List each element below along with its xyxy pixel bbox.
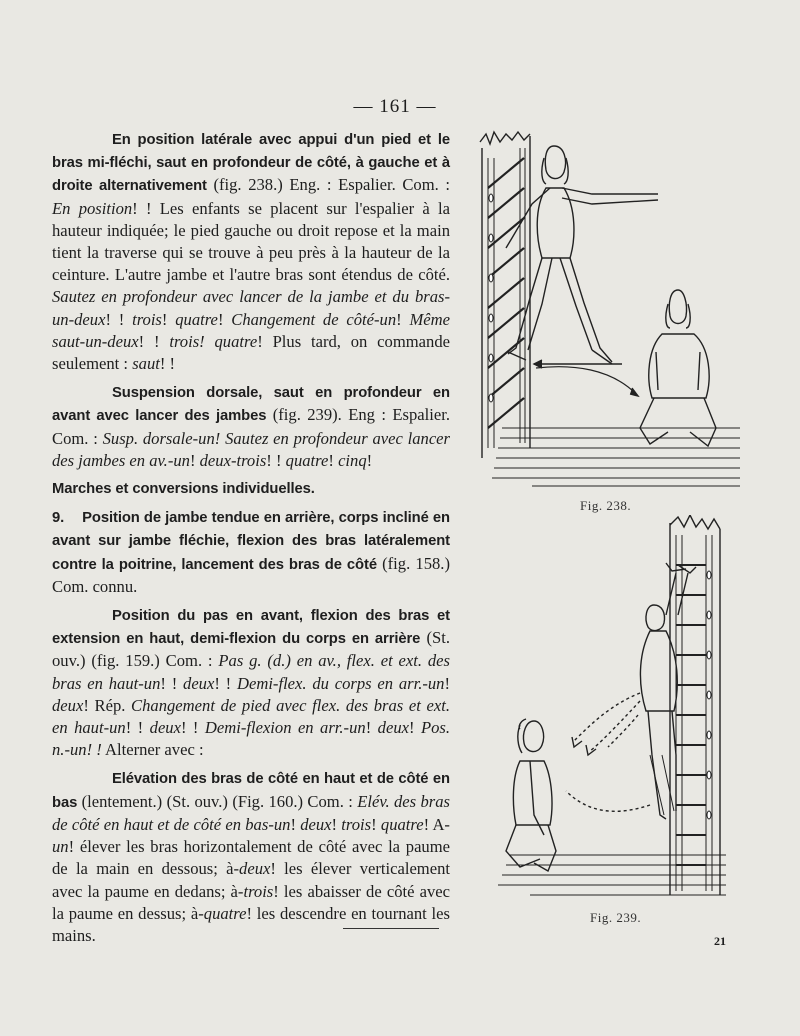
italic-run: Demi-flex. du corps en arr.-un	[236, 673, 445, 693]
italic-run: Pas g. (d.) en av., flex. et ext. des bras en haut-un	[52, 651, 451, 693]
text-run: !	[328, 450, 339, 470]
item-number: 9.	[52, 510, 65, 527]
italic-run: deux	[183, 673, 215, 693]
bold-lead: Elévation des bras de côté en haut et de côté en bas	[52, 771, 450, 811]
italic-run: deux	[52, 695, 84, 715]
text-run: !	[331, 814, 342, 834]
italic-run: Changement de côté-un	[231, 309, 397, 329]
figure-238-caption: Fig. 238.	[580, 498, 632, 513]
text-run: (St. ouv.) (fig. 159.) Com. :	[52, 628, 450, 671]
text-run: !	[290, 814, 301, 834]
paragraph-2	[52, 381, 450, 472]
italic-run: un	[52, 837, 69, 857]
italic-run: trois	[243, 881, 274, 901]
paragraph-3	[52, 506, 450, 598]
text-run: ! élever les bras horizontalement de côté avec la paume de la main en dessous; à-	[52, 837, 450, 879]
italic-run: deux	[300, 814, 332, 834]
italic-run: Pos. n.-un! !	[52, 718, 450, 760]
figure-239-illustration	[490, 515, 734, 905]
text-run: ! les élever verticalement avec la paume en dedans; à-	[52, 859, 450, 901]
italic-run: trois	[132, 309, 162, 329]
italic-run: deux	[239, 859, 271, 879]
text-run: ! !	[159, 354, 176, 374]
text-column	[52, 128, 450, 953]
signature-number: 21	[714, 934, 726, 948]
italic-run: deux	[149, 718, 181, 738]
text-run: ! Rép.	[83, 695, 132, 715]
figure-238-illustration	[472, 128, 742, 490]
italic-run: En position	[52, 198, 133, 218]
text-run: !	[365, 718, 378, 738]
text-run: !	[408, 718, 421, 738]
text-run: (lentement.) (St. ouv.) (Fig. 160.) Com. :	[77, 791, 358, 811]
italic-run: quatre	[285, 450, 329, 470]
section-heading: Marches et conversions individuelles.	[52, 481, 315, 498]
text-run: (fig. 238.) Eng. : Espalier. Com. :	[206, 175, 450, 195]
text-run: ! ! Les enfants se placent sur l'espalier à la hauteur indiquée; le pied gauche ou droit repose et la main tient la traverse qui se trouve à peu près à la hauteur de la ceinture. L'autre jambe et l'autre bras sont étendus de côté.	[52, 198, 450, 285]
bold-lead: Position du pas en avant, flexion des bras et extension en haut, demi-flexion du corps en arrière	[52, 608, 450, 648]
text-run: !	[189, 450, 200, 470]
text-run: ! les abaisser de côté avec la paume en dessus; à-	[52, 881, 450, 923]
italic-run: saut	[132, 354, 160, 374]
footer-rule	[343, 928, 439, 929]
text-run: Alterner avec :	[101, 740, 204, 760]
text-run: ! !	[266, 450, 286, 470]
paragraph-5	[52, 767, 450, 947]
text-run: ! !	[138, 331, 170, 351]
text-run: ! A-	[423, 814, 450, 834]
figure-239-caption: Fig. 239.	[590, 910, 642, 925]
italic-run: Susp. dorsale-un! Sautez en profondeur avec lancer des jambes en av.-un	[52, 428, 451, 470]
italic-run: Elév. des bras de côté en haut et de côté en bas-un	[52, 791, 450, 834]
text-run: (fig. 158.) Com. connu.	[52, 553, 450, 596]
italic-run: quatre	[203, 903, 247, 923]
text-run: ! !	[105, 309, 133, 329]
bold-lead: Suspension dorsale, saut en profondeur en avant avec lancer des jambes	[52, 385, 450, 425]
italic-run: Changement de pied avec flex. des bras et ext. en haut-un	[52, 695, 450, 738]
text-run: !	[366, 450, 373, 470]
text-run: !	[161, 309, 176, 329]
text-run: ! !	[180, 718, 205, 738]
italic-run: trois	[341, 814, 372, 834]
italic-run: deux	[377, 718, 409, 738]
text-run: !	[444, 673, 451, 693]
text-run: ! !	[125, 718, 150, 738]
italic-run: Demi-flexion en arr.-un	[204, 718, 366, 738]
text-run: ! !	[160, 673, 184, 693]
text-run: !	[396, 309, 410, 329]
bold-lead: En position latérale avec appui d'un pied et le bras mi-fléchi, saut en profondeur de côté, à gauche et à droite alternativement	[52, 132, 450, 195]
text-run: (fig. 239). Eng : Espalier. Com. :	[52, 405, 450, 448]
text-run: !	[371, 814, 381, 834]
italic-run: Même saut-un-deux	[52, 309, 450, 351]
paragraph-1	[52, 128, 450, 375]
text-run: !	[217, 309, 232, 329]
text-run: ! les descendre en tournant les mains.	[52, 903, 450, 945]
italic-run: Sautez en profondeur avec lancer de la jambe et du bras-un-deux	[52, 287, 450, 329]
page-number: — 161 —	[353, 96, 437, 117]
text-run: ! !	[214, 673, 237, 693]
paragraph-4	[52, 604, 450, 761]
italic-run: quatre	[380, 814, 424, 834]
text-run: ! Plus tard, on commande seulement :	[52, 331, 450, 374]
italic-run: trois! quatre	[169, 331, 258, 351]
italic-run: quatre	[175, 309, 218, 329]
bold-lead: Position de jambe tendue en arrière, corps incliné en avant sur jambe fléchie, flexion des bras latéralement contre la poitrine, lancement des bras de côté	[52, 510, 450, 573]
italic-run: cinq	[338, 450, 367, 470]
italic-run: deux-trois	[199, 450, 267, 470]
